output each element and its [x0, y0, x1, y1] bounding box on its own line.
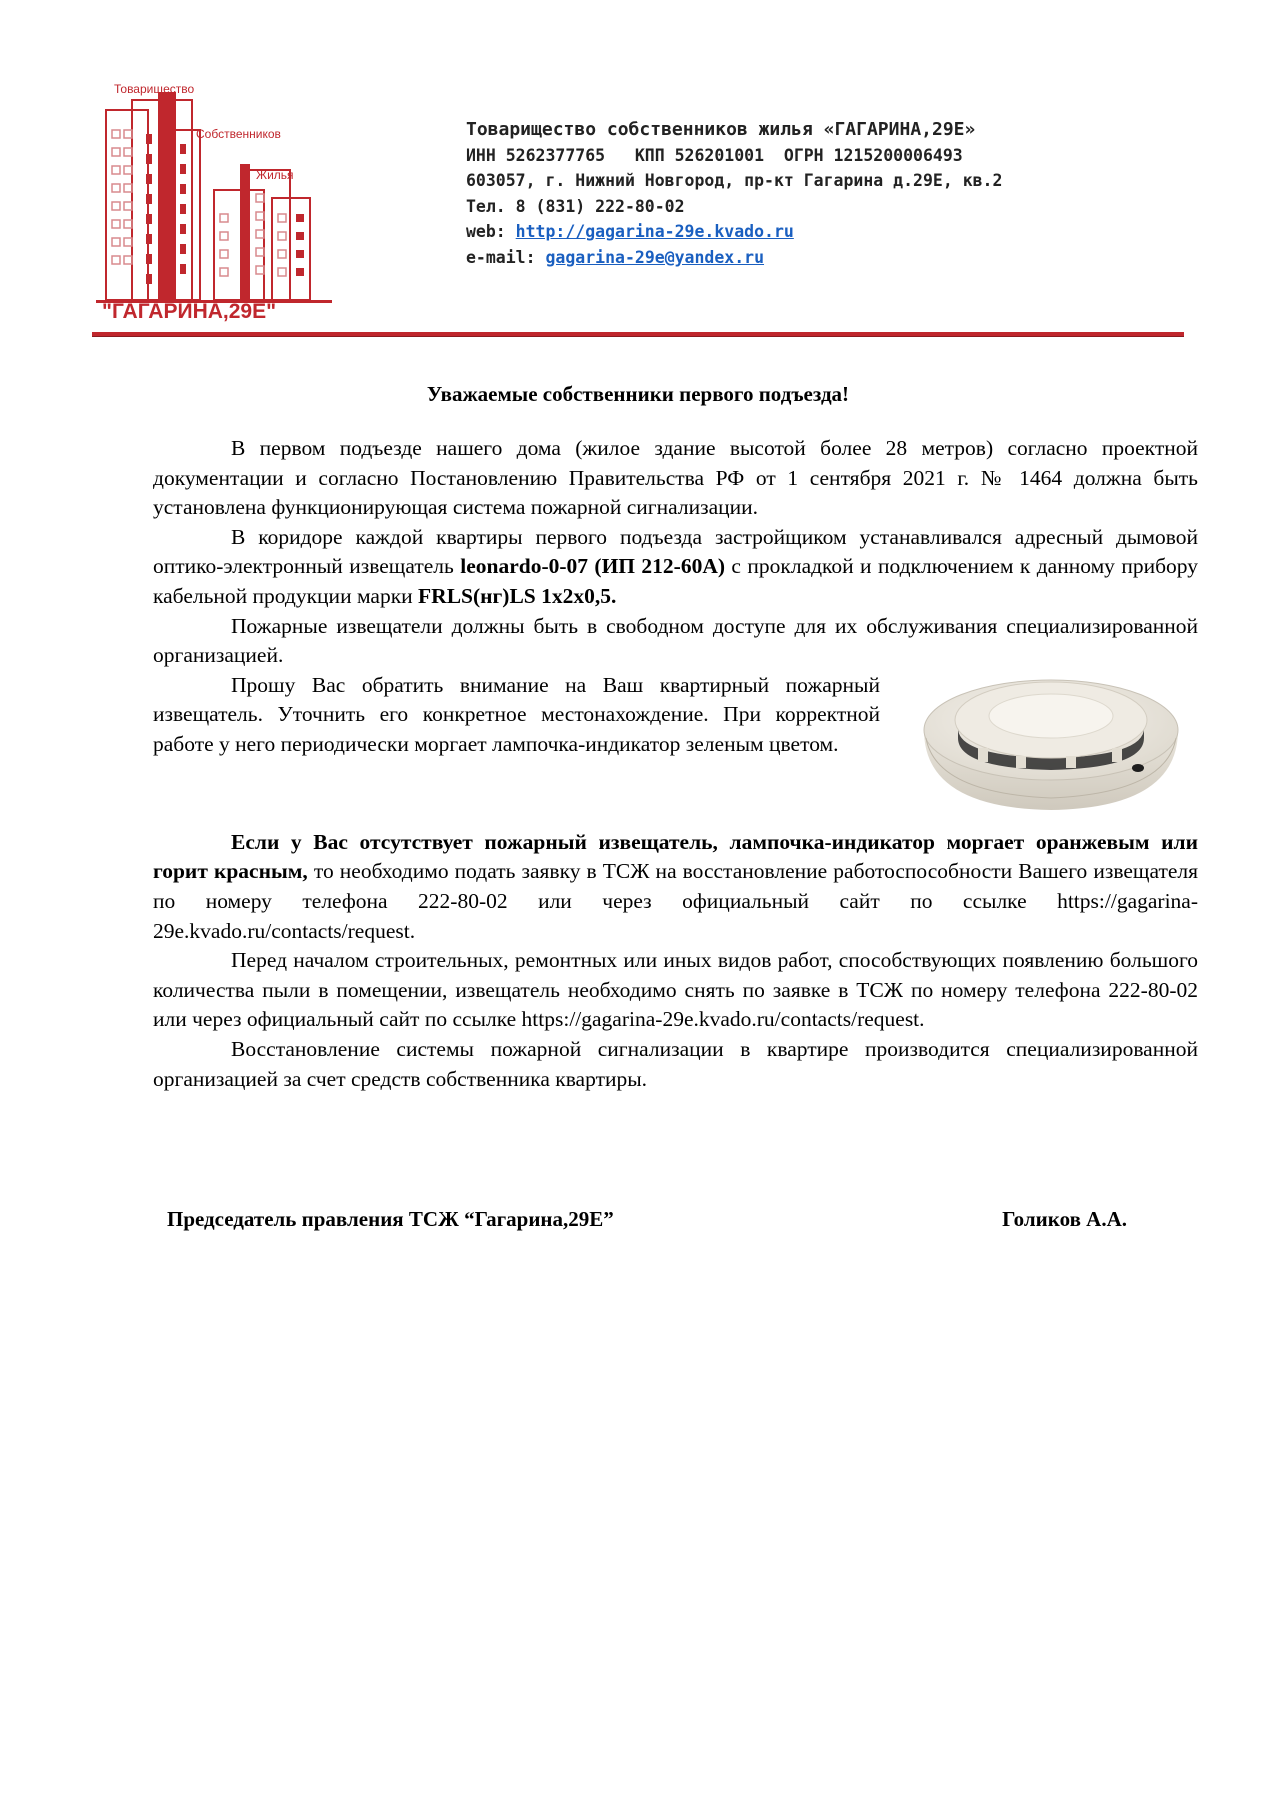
cable-model: FRLS(нг)LS 1x2x0,5.: [418, 583, 617, 608]
email-label: e-mail:: [466, 247, 546, 267]
company-logo: [96, 74, 332, 336]
org-email: [466, 245, 1186, 271]
detector-section: [153, 671, 1198, 828]
logo-name: [102, 300, 276, 324]
logo-quote-open: ": [102, 300, 112, 323]
signatory-name: Голиков А.А.: [1002, 1207, 1127, 1231]
logo-name-text: ГАГАРИНА,29Е: [111, 300, 267, 323]
letterhead-divider: [92, 332, 1184, 336]
signatory-position: Председатель правления ТСЖ “Гагарина,29Е”: [167, 1207, 614, 1231]
logo-text-line3: Жилья: [256, 168, 294, 182]
paragraph-3: Пожарные извещатели должны быть в свободном доступе для их обслуживания специализированной организацией.: [153, 613, 1198, 668]
detector-text-column: [153, 671, 880, 760]
org-phone: Тел. 8 (831) 222-80-02: [466, 196, 685, 216]
paragraph-4: Прошу Вас обратить внимание на Ваш квартирный пожарный извещатель. Уточнить его конкретное местонахождение. При корректной работе у него периодически моргает лампочка-индикатор зеленым цветом.: [153, 672, 880, 756]
paragraph-6: Перед началом строительных, ремонтных или иных видов работ, способствующих появлению большого количества пыли в помещении, извещатель необходимо снять по заявке в ТСЖ по номеру телефона 222-80-02 или через официальный сайт по ссылке https://gagarina-29e.kvado.ru/contacts/request.: [153, 948, 1198, 1032]
letterhead: [466, 117, 1186, 270]
p2-text-c: с прокладкой и подключением к данному прибору кабельной продукции марки: [153, 554, 1198, 608]
org-ids: ИНН 5262377765 КПП 526201001 ОГРН 1215200006493: [466, 145, 963, 165]
letter-body: [153, 434, 1198, 1094]
p2-text-a: В коридоре каждой квартиры первого подъезда застройщиком устанавливался адресный дымовой оптико-электронный извещатель: [153, 524, 1198, 579]
logo-text-line2: Собственников: [196, 127, 281, 141]
paragraph-2: [153, 523, 1198, 612]
letter-title: Уважаемые собственники первого подъезда!: [426, 382, 850, 406]
signature-block: [167, 1207, 1127, 1232]
org-address: 603057, г. Нижний Новгород, пр-кт Гагарина д.29Е, кв.2: [466, 171, 1003, 190]
smoke-detector-drawing: [906, 668, 1196, 828]
email-link[interactable]: gagarina-29e@yandex.ru: [545, 247, 765, 267]
smoke-detector-image: [906, 668, 1196, 828]
p5-text: то необходимо подать заявку в ТСЖ на восстановление работоспособности Вашего извещателя по номеру телефона 222-80-02 или через официальный сайт по ссылке https://gagarina-29e.kvado.ru/contacts/request.: [153, 859, 1198, 943]
org-web: [466, 219, 1186, 245]
web-link[interactable]: http://gagarina-29e.kvado.ru: [515, 222, 794, 241]
detector-model: leonardo-0-07 (ИП 212-60А): [460, 554, 726, 579]
paragraph-5: [153, 828, 1198, 946]
logo-text-line1: Товарищество: [114, 82, 195, 96]
web-label: web:: [466, 222, 516, 241]
building-logo-graphic: [96, 74, 332, 336]
logo-quote-close: ": [266, 300, 277, 323]
paragraph-7: Восстановление системы пожарной сигнализации в квартире производится специализированной организацией за счет средств собственника квартиры.: [153, 1036, 1198, 1091]
p5-warning: Если у Вас отсутствует пожарный извещатель, лампочка-индикатор моргает оранжевым или горит красным,: [153, 829, 1198, 884]
org-name: Товарищество собственников жилья «ГАГАРИНА,29Е»: [466, 119, 976, 140]
paragraph-1: В первом подъезде нашего дома (жилое здание высотой более 28 метров) согласно проектной документации и согласно Постановлению Правительства РФ от 1 сентября 2021 г. № 1464 должна быть установлена функционирующая система пожарной сигнализации.: [153, 436, 1198, 520]
